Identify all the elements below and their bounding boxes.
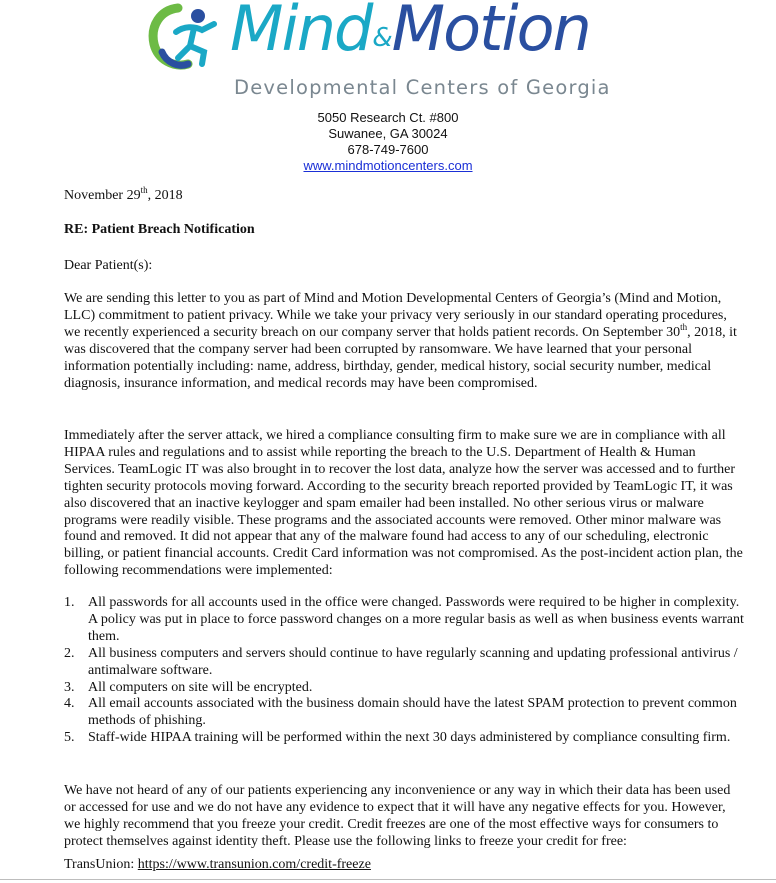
list-item: 5. Staff-wide HIPAA training will be performed within the next 30 days administered by compliance consulting firm.	[64, 730, 731, 746]
paragraph-breach-notice: We are sending this letter to you as part of Mind and Motion Developmental Centers of Georgia’s (Mind and Motion, LLC) commitment to patient privacy. While we take your privacy very seriously in our standard operating procedures, we recently experienced a security breach on our company server that holds patient records. On September 30th, 2018, it was discovered that the company server had been corrupted by ransomware. We have learned that your personal information potentially including: name, address, birthday, gender, medical history, social security number, medical diagnosis, insurance information, and medical records may have been compromised.	[64, 291, 737, 391]
address-city: Suwanee, GA 30024	[328, 126, 448, 141]
address-phone: 678-749-7600	[347, 142, 429, 157]
letter-date: November 29th, 2018	[64, 185, 183, 203]
company-logo	[148, 0, 628, 104]
list-item: 3. All computers on site will be encrypted.	[64, 679, 313, 695]
logo-wordmark	[230, 0, 590, 65]
page-divider	[0, 879, 776, 880]
letter-subject: RE: Patient Breach Notification	[64, 222, 255, 237]
list-item: 2. All business computers and servers should continue to have regularly scanning and updating professional antivirus / antimalware software.	[64, 645, 738, 678]
list-item: 1. All passwords for all accounts used in the office were changed. Passwords were required to be higher in complexity. A policy was put in place to force password changes on a more regular basis as well as when business events warrant them.	[64, 595, 744, 644]
transunion-link[interactable]: https://www.transunion.com/credit-freeze	[137, 857, 371, 872]
logo-ampersand: &	[372, 23, 391, 53]
running-figure-logo-icon	[148, 2, 224, 72]
recommendations-list	[64, 595, 744, 747]
paragraph-credit-freeze: We have not heard of any of our patients experiencing any inconvenience or any way in which their data has been used or accessed for use and we do not have any evidence to expect that it will have any negative effects for you. However, we highly recommend that you freeze your credit. Credit freezes are one of the most effective ways for consumers to protect themselves against identity theft. Please use the following links to freeze your credit for free:	[64, 783, 731, 849]
letter-greeting: Dear Patient(s):	[64, 258, 153, 273]
logo-tagline: Developmental Centers of Georgia	[234, 76, 611, 99]
logo-word-mind: Mind	[230, 0, 372, 65]
paragraph-response: Immediately after the server attack, we hired a compliance consulting firm to make sure we are in compliance with all HIPAA rules and regulations and to assist while reporting the breach to the U.S. Department of Health & Human Services. TeamLogic IT was also brought in to recover the lost data, analyze how the server was accessed and to further tighten security protocols moving forward. According to the security breach reported provided by TeamLogic IT, it was also discovered that an inactive keylogger and spam emailer had been installed. No other serious virus or malware programs were readily visible. These programs and the associated accounts were removed. Other minor malware was found and removed. It did not appear that any of the malware found had access to any of our scheduling, electronic billing, or patient financial accounts. Credit Card information was not compromised. As the post-incident action plan, the following recommendations were implemented:	[64, 428, 743, 579]
letterhead-address	[0, 110, 776, 174]
logo-word-motion: Motion	[391, 0, 590, 65]
website-link[interactable]: www.mindmotioncenters.com	[303, 158, 473, 173]
address-street: 5050 Research Ct. #800	[317, 110, 459, 125]
transunion-label: TransUnion:	[64, 857, 138, 872]
list-item: 4. All email accounts associated with the business domain should have the latest SPAM protection to prevent common methods of phishing.	[64, 696, 737, 729]
transunion-line	[64, 857, 744, 874]
